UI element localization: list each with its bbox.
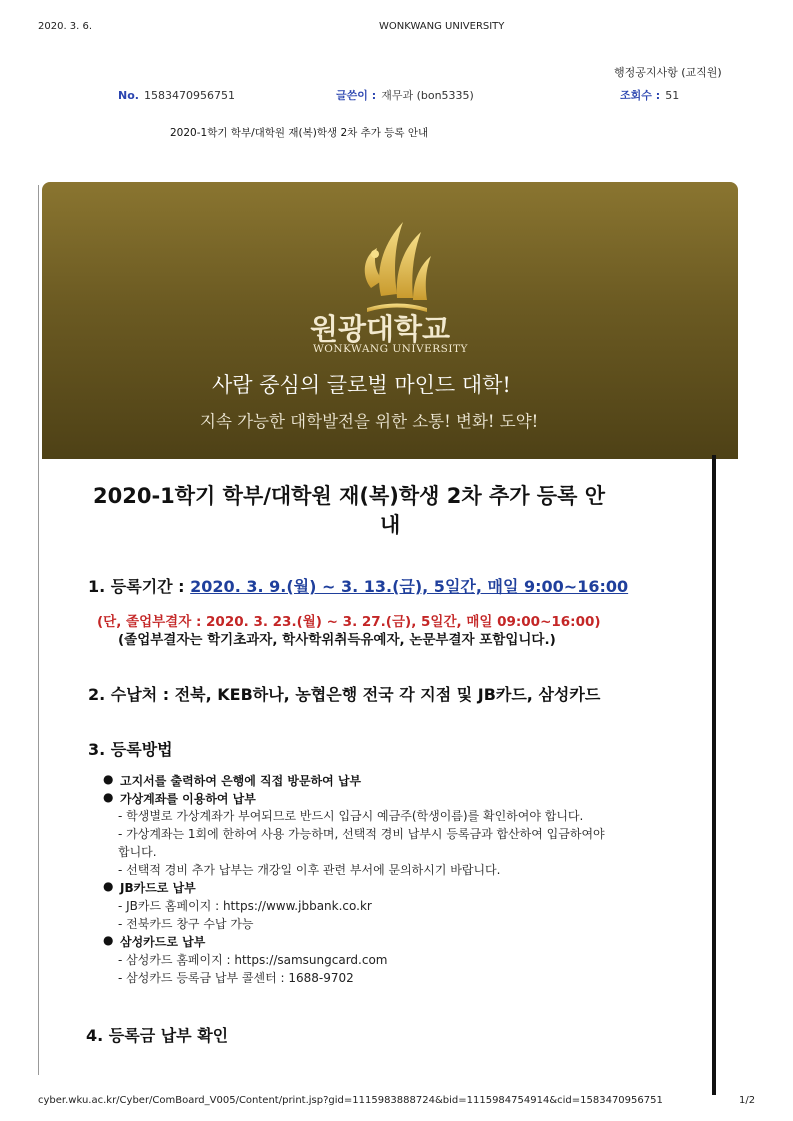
logo-korean: 원광대학교 <box>310 312 451 346</box>
bullet-icon: ● <box>103 772 114 786</box>
method-virtual-account: 가상계좌를 이용하여 납부 <box>120 792 256 806</box>
notice-title-line2: 내 <box>380 513 401 537</box>
method-jb-card: JB카드로 납부 <box>120 881 196 895</box>
samsung-card-callcenter: - 삼성카드 등록금 납부 콜센터 : 1688-9702 <box>118 971 354 985</box>
slogan-main: 사람 중심의 글로벌 마인드 대학! <box>212 373 511 397</box>
views-value: 51 <box>665 89 680 102</box>
page-number: 1/2 <box>739 1095 756 1106</box>
views-label: 조회수 : <box>620 89 661 102</box>
samsung-card-homepage: - 삼성카드 홈페이지 : https://samsungcard.com <box>118 953 388 967</box>
section-period-label: 1. 등록기간 : <box>88 577 191 596</box>
university-banner <box>42 182 738 459</box>
jb-card-homepage: - JB카드 홈페이지 : https://www.jbbank.co.kr <box>118 899 372 913</box>
section-period-dates: 2020. 3. 9.(월) ~ 3. 13.(금), 5일간, 매일 9:00~16:00 <box>190 577 629 596</box>
post-number <box>118 84 235 103</box>
writer-value: 재무과 (bon5335) <box>381 89 474 102</box>
section-payment-check: 4. 등록금 납부 확인 <box>86 1026 229 1045</box>
site-name: WONKWANG UNIVERSITY <box>379 21 505 32</box>
notice-title-line1: 2020-1학기 학부/대학원 재(복)학생 2차 추가 등록 안 <box>93 484 605 508</box>
bullet-icon: ● <box>103 933 114 947</box>
post-writer <box>336 84 474 103</box>
graduation-period-note: (단, 졸업부결자 : 2020. 3. 23.(월) ~ 3. 27.(금), 5일간, 매일 09:00~16:00) <box>97 614 601 630</box>
section-period <box>88 574 628 597</box>
method-bill: 고지서를 출력하여 은행에 직접 방문하여 납부 <box>120 774 362 788</box>
frame-left-line <box>38 185 39 1075</box>
graduation-note-detail: (졸업부결자는 학기초과자, 학사학위취득유예자, 논문부결자 포함입니다.) <box>118 632 556 648</box>
method-samsung-card: 삼성카드로 납부 <box>120 935 206 949</box>
virtual-account-line-1: - 학생별로 가상계좌가 부여되므로 반드시 입금시 예금주(학생이름)를 확인하여야 합니다. <box>118 809 584 823</box>
bullet-icon: ● <box>103 879 114 893</box>
section-method: 3. 등록방법 <box>88 740 173 759</box>
section-payment-place: 2. 수납처 : 전북, KEB하나, 농협은행 전국 각 지점 및 JB카드, 삼성카드 <box>88 685 601 704</box>
post-views <box>620 84 679 103</box>
print-date: 2020. 3. 6. <box>38 21 93 32</box>
jb-card-counter: - 전북카드 창구 수납 가능 <box>118 917 254 931</box>
bullet-icon: ● <box>103 790 114 804</box>
virtual-account-line-2: - 가상계좌는 1회에 한하여 사용 가능하며, 선택적 경비 납부시 등록금과 합산하여 입금하여야 <box>118 827 605 841</box>
post-number-label: No. <box>118 89 139 102</box>
post-subject: 2020-1학기 학부/대학원 재(복)학생 2차 추가 등록 안내 <box>170 127 429 139</box>
slogan-sub: 지속 가능한 대학발전을 위한 소통! 변화! 도약! <box>200 412 539 431</box>
board-category: 행정공지사항 (교직원) <box>614 66 722 79</box>
virtual-account-line-3: - 선택적 경비 추가 납부는 개강일 이후 관련 부서에 문의하시기 바랍니다. <box>118 863 501 877</box>
post-number-value: 1583470956751 <box>144 89 236 102</box>
frame-right-line <box>712 455 716 1095</box>
print-url: cyber.wku.ac.kr/Cyber/ComBoard_V005/Content/print.jsp?gid=1115983888724&bid=1115984754914&cid=1583470956751 <box>38 1095 663 1106</box>
virtual-account-line-2b: 합니다. <box>118 845 157 859</box>
writer-label: 글쓴이 : <box>336 89 377 102</box>
wonkwang-emblem-icon <box>357 210 433 315</box>
logo-english: WONKWANG UNIVERSITY <box>313 343 468 355</box>
